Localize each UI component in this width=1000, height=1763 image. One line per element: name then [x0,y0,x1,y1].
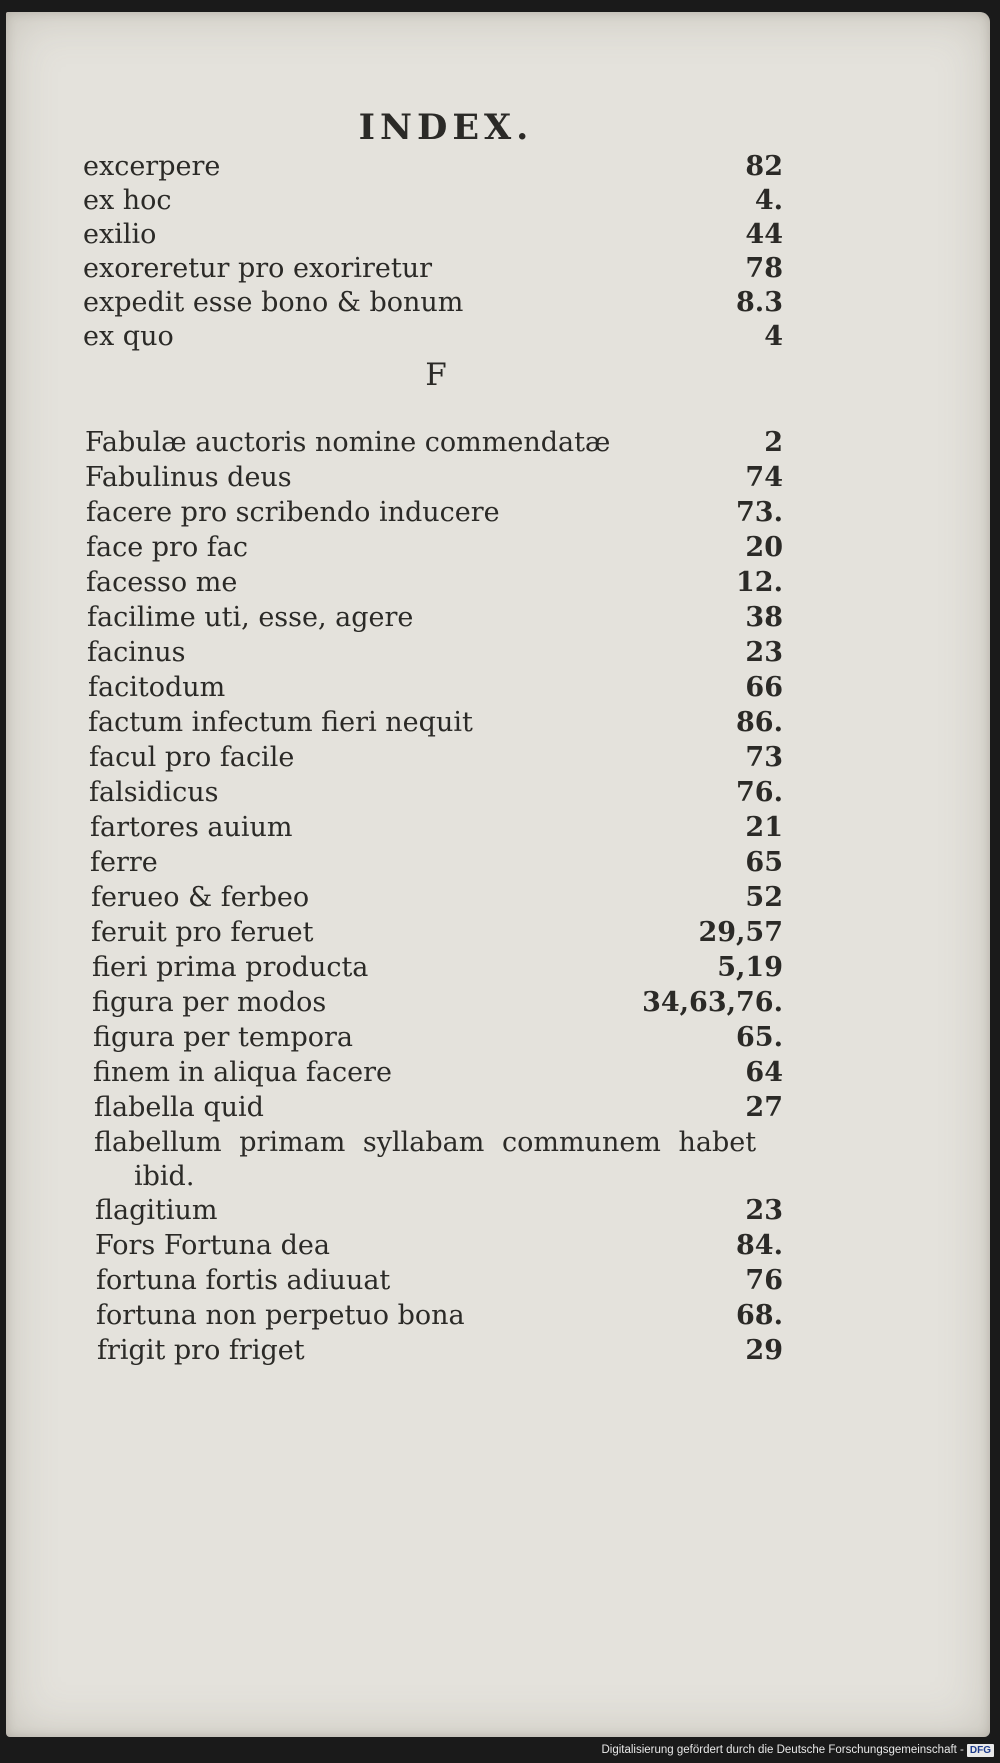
index-entry [86,496,783,530]
index-entry [83,150,783,184]
index-continuation: ibid. [134,1161,195,1192]
index-pages: 20 [745,532,783,563]
index-term: figura per modos [92,987,327,1018]
index-pages: 65 [745,847,783,878]
index-term: falsidicus [89,777,219,808]
index-pages: 38 [745,602,783,633]
index-pages: 82 [745,151,783,182]
index-pages: 5,19 [717,952,783,983]
index-entry [86,566,783,600]
index-term: expedit esse bono & bonum [83,287,464,318]
index-term: fartores auium [90,812,293,843]
index-pages: 21 [745,812,783,843]
index-term: facilime uti, esse, agere [87,602,414,633]
index-entry [88,706,783,740]
index-pages: 34,63,76. [642,987,783,1018]
index-entry [92,986,783,1020]
index-pages: 84. [736,1230,783,1261]
index-term: excerpere [83,151,221,182]
index-term: fortuna non perpetuo bona [96,1300,465,1331]
index-entry [89,776,783,810]
index-entry [90,811,783,845]
index-entry [83,286,783,320]
index-term: ferueo & ferbeo [91,882,310,913]
index-entry [96,1264,783,1298]
index-pages: 12. [736,567,783,598]
index-term: ferre [90,847,158,878]
dfg-logo: DFG [967,1744,994,1757]
index-entry [85,461,783,495]
index-pages: 23 [745,1195,783,1226]
index-pages: 73 [745,742,783,773]
index-term: facul pro facile [89,742,295,773]
book-page [6,12,990,1737]
index-term: factum infectum fieri nequit [88,707,473,738]
index-term: feruit pro feruet [91,917,314,948]
index-pages: 23 [745,637,783,668]
index-term: Fabulinus deus [85,462,292,493]
index-entry [93,1056,783,1090]
index-term: Fors Fortuna dea [95,1230,330,1261]
index-entry [91,881,783,915]
index-pages: 44 [745,219,783,250]
index-term: flabella quid [94,1092,264,1123]
index-entry [87,601,783,635]
footer [601,1740,994,1760]
index-entry [93,1021,783,1055]
index-entry [83,218,783,252]
index-term: exilio [83,219,157,250]
index-pages: 2 [764,427,783,458]
index-term: finem in aliqua facere [93,1057,392,1088]
index-entry [85,426,783,460]
letter-heading: F [425,357,447,393]
index-term: figura per tempora [93,1022,353,1053]
index-entry [83,184,783,218]
index-entry [97,1334,783,1368]
index-pages: 29,57 [698,917,783,948]
index-entry [94,1126,783,1160]
index-entry [90,846,783,880]
index-entry [91,916,783,950]
index-term: facinus [87,637,186,668]
index-pages: 76 [745,1265,783,1296]
index-entry [92,951,783,985]
index-pages: 86. [736,707,783,738]
index-pages: 64 [745,1057,783,1088]
index-term: facere pro scribendo inducere [86,497,500,528]
index-entry [87,636,783,670]
index-entry [95,1194,783,1228]
index-term: flagitium [95,1195,218,1226]
index-term: facesso me [86,567,238,598]
index-pages: 52 [745,882,783,913]
index-pages: 73. [736,497,783,528]
index-term: facitodum [88,672,226,703]
index-pages: 78 [745,253,783,284]
index-entry [86,531,783,565]
index-pages: 4 [764,321,783,352]
index-term: fortuna fortis adiuuat [96,1265,391,1296]
index-entry [96,1299,783,1333]
index-entry [83,252,783,286]
index-entry [89,741,783,775]
index-pages: 68. [736,1300,783,1331]
index-pages: 4. [754,185,783,216]
footer-text: Digitalisierung gefördert durch die Deutsche Forschungsgemeinschaft - [601,1744,964,1756]
index-term: fieri prima producta [92,952,369,983]
index-term: Fabulæ auctoris nomine commendatæ [85,427,611,458]
index-pages: 27 [745,1092,783,1123]
index-term: exoreretur pro exoriretur [83,253,433,284]
index-term: ex hoc [83,185,172,216]
index-term: frigit pro friget [97,1335,305,1366]
index-pages: 8.3 [736,287,783,318]
index-pages: 74 [745,462,783,493]
index-pages: 29 [745,1335,783,1366]
index-entry [83,320,783,354]
index-term: flabellum primam syllabam communem habet [94,1127,757,1158]
index-entry [88,671,783,705]
index-term: face pro fac [86,532,249,563]
index-entry [95,1229,783,1263]
index-term: ex quo [83,321,174,352]
index-entry [94,1091,783,1125]
index-pages: 76. [736,777,783,808]
page-title: INDEX. [358,107,534,148]
index-pages: 66 [745,672,783,703]
index-pages: 65. [736,1022,783,1053]
